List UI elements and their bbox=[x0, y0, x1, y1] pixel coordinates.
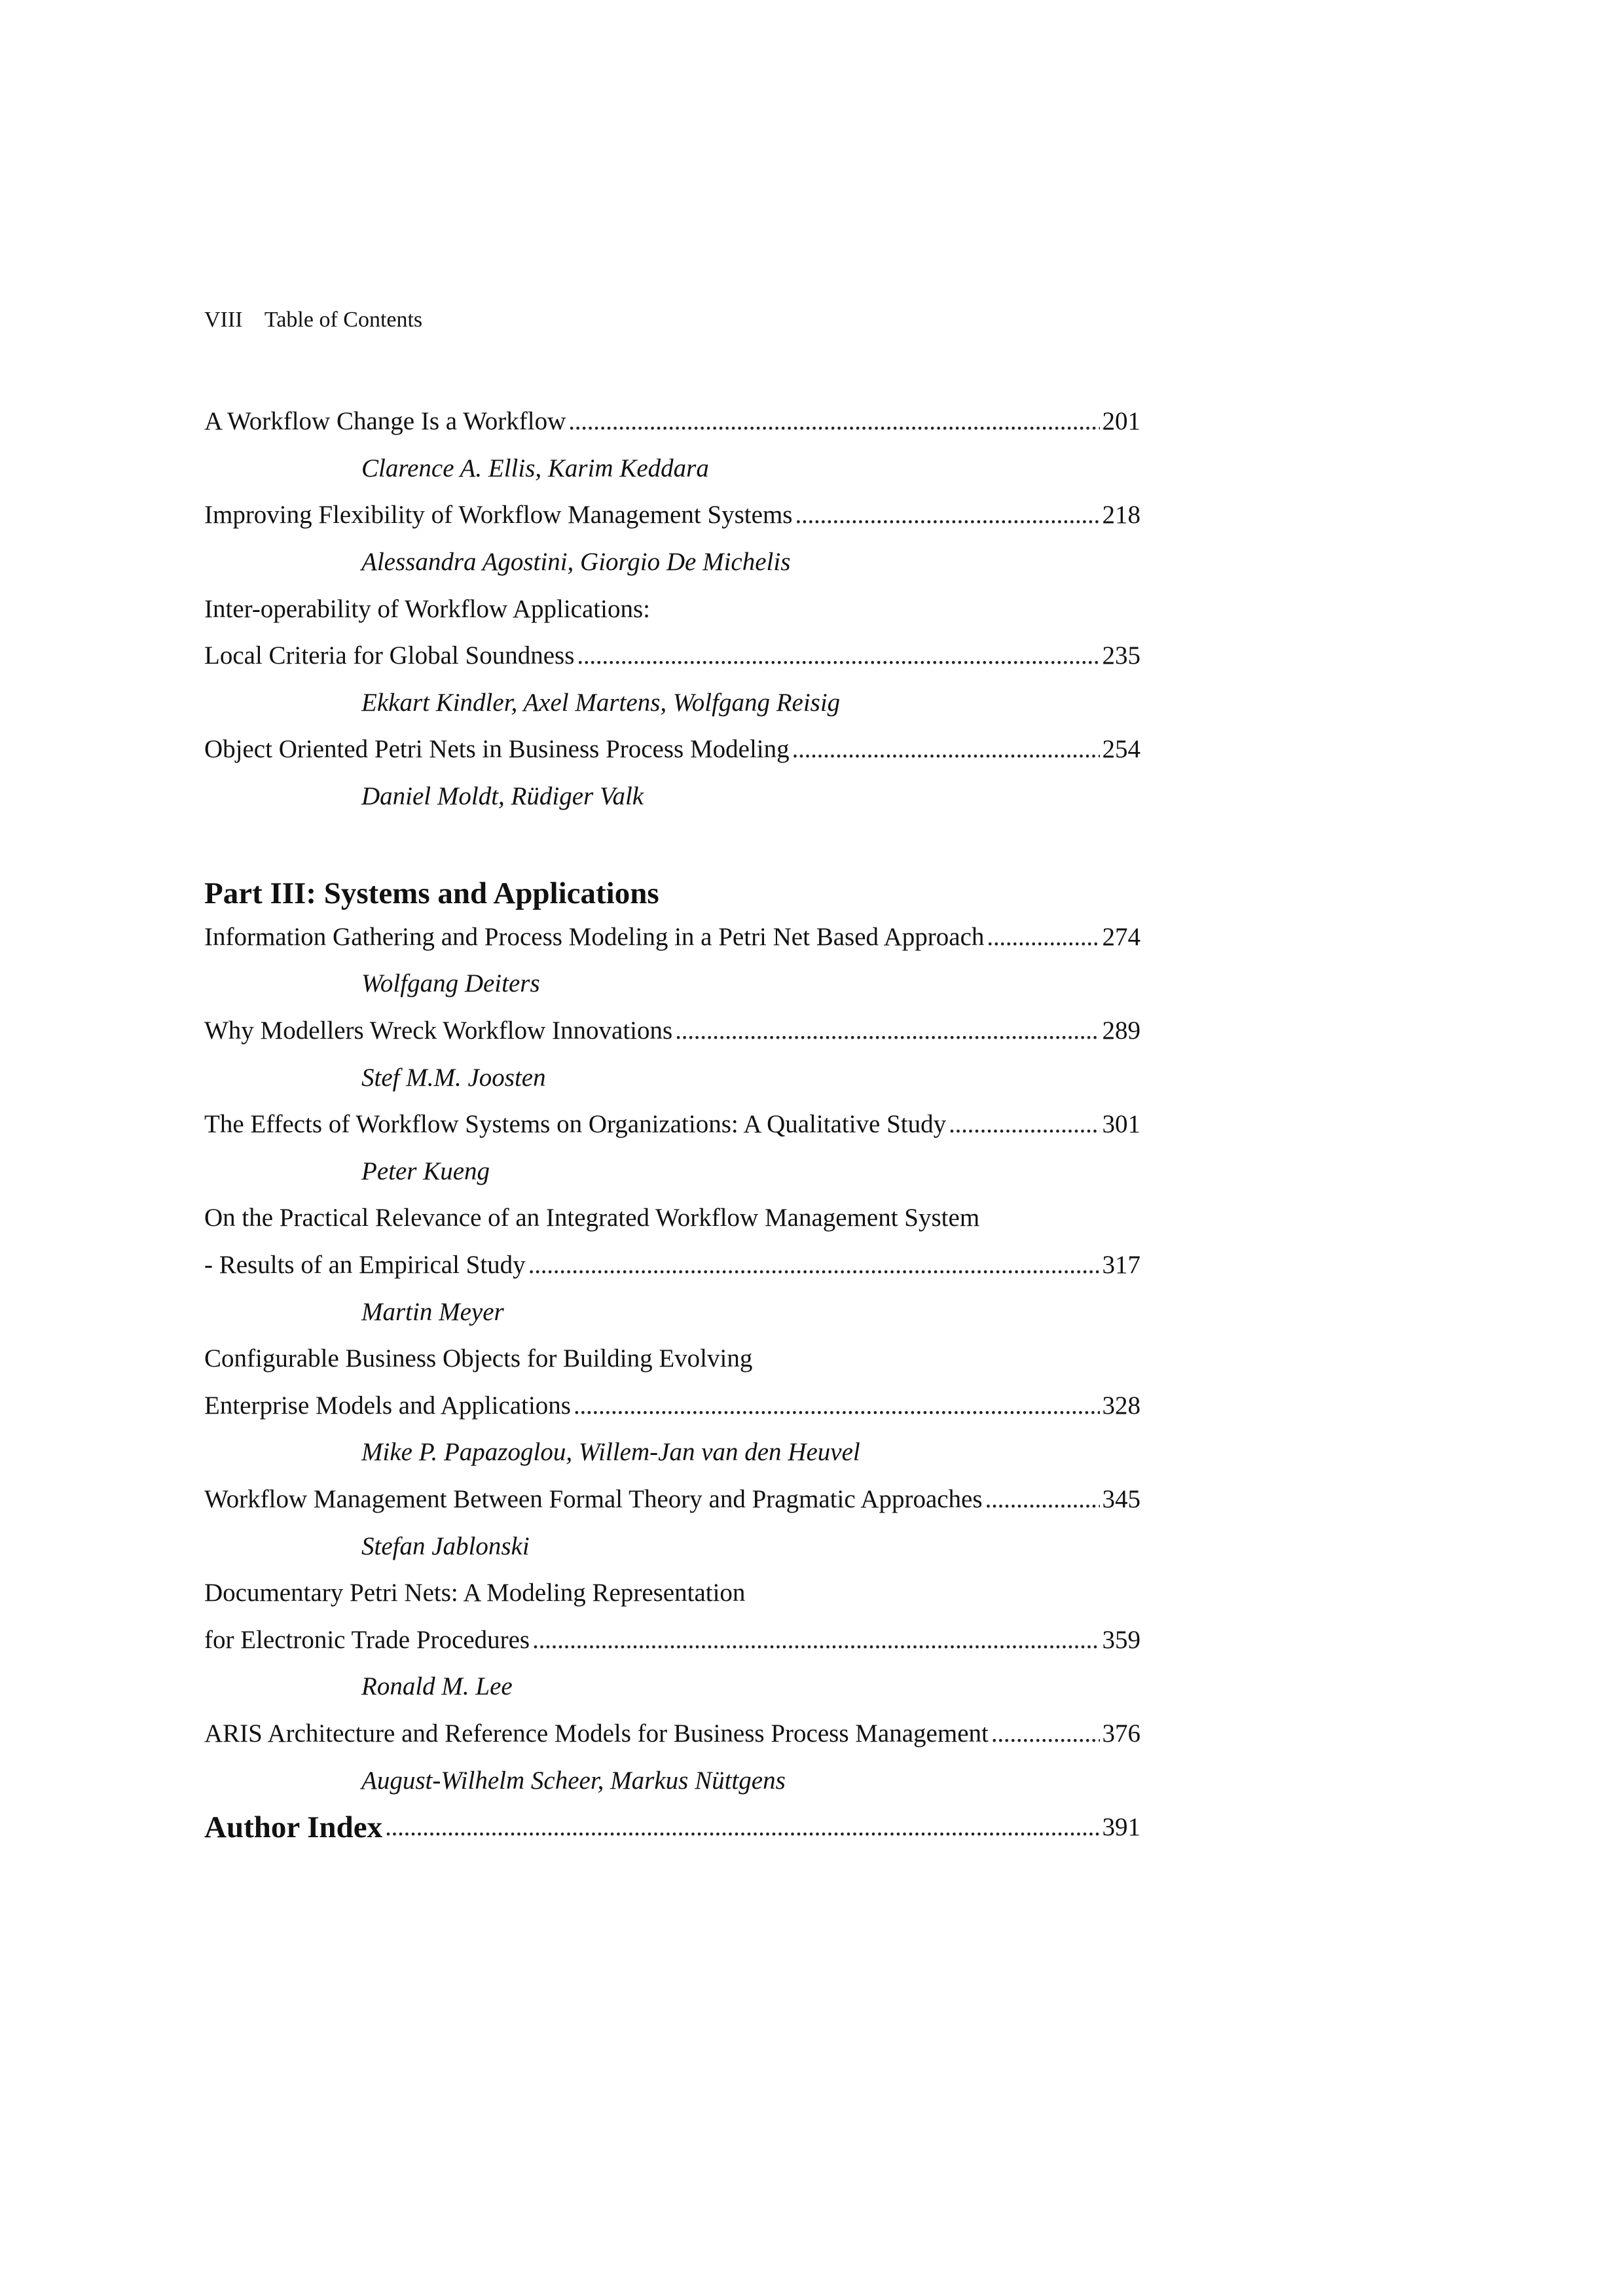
entry-page: 254 bbox=[1102, 735, 1140, 764]
entry-authors: August-Wilhelm Scheer, Markus Nüttgens bbox=[361, 1766, 786, 1795]
leader-dots bbox=[795, 500, 1099, 529]
entry-title: A Workflow Change Is a Workflow bbox=[204, 407, 566, 436]
entry-page: 301 bbox=[1102, 1110, 1140, 1139]
entry-title: Workflow Management Between Formal Theory and Pragmatic Approaches bbox=[204, 1484, 983, 1513]
entry-title-line1: Inter-operability of Workflow Applications: bbox=[204, 594, 650, 623]
leader-dots bbox=[385, 1812, 1099, 1842]
leader-dots bbox=[577, 641, 1099, 670]
author-index-page: 391 bbox=[1102, 1813, 1140, 1842]
leader-dots bbox=[532, 1625, 1099, 1655]
page-number: VIII bbox=[204, 308, 243, 332]
entry-title: Enterprise Models and Applications bbox=[204, 1391, 571, 1420]
entry-title: Information Gathering and Process Modeling in a Petri Net Based Approach bbox=[204, 922, 985, 951]
entry-title: ARIS Architecture and Reference Models for Business Process Management bbox=[204, 1719, 989, 1748]
toc-entry[interactable] bbox=[204, 1007, 1140, 1054]
entry-page: 201 bbox=[1102, 407, 1140, 436]
table-of-contents bbox=[204, 398, 1140, 1850]
entry-authors: Daniel Moldt, Rüdiger Valk bbox=[361, 782, 644, 811]
toc-entry[interactable] bbox=[204, 1476, 1140, 1523]
toc-entry[interactable] bbox=[204, 1382, 1140, 1429]
entry-authors: Wolfgang Deiters bbox=[361, 969, 540, 998]
toc-entry[interactable] bbox=[204, 1616, 1140, 1663]
entry-page: 235 bbox=[1102, 641, 1140, 670]
entry-title-line1: Configurable Business Objects for Building Evolving bbox=[204, 1344, 753, 1373]
entry-title: Improving Flexibility of Workflow Management Systems bbox=[204, 501, 793, 529]
leader-dots bbox=[987, 922, 1099, 952]
entry-title-line1: On the Practical Relevance of an Integrated Workflow Management System bbox=[204, 1204, 980, 1232]
entry-page: 376 bbox=[1102, 1719, 1140, 1748]
entry-authors: Alessandra Agostini, Giorgio De Michelis bbox=[361, 548, 791, 577]
entry-authors: Peter Kueng bbox=[361, 1157, 490, 1185]
entry-title: - Results of an Empirical Study bbox=[204, 1250, 526, 1279]
toc-entry[interactable] bbox=[204, 398, 1140, 445]
toc-entry[interactable] bbox=[204, 1242, 1140, 1289]
running-head bbox=[204, 308, 422, 332]
leader-dots bbox=[574, 1391, 1100, 1420]
leader-dots bbox=[991, 1719, 1100, 1748]
entry-title: The Effects of Workflow Systems on Organizations: A Qualitative Study bbox=[204, 1110, 947, 1139]
leader-dots bbox=[792, 734, 1100, 764]
entry-authors: Ekkart Kindler, Axel Martens, Wolfgang Reisig bbox=[361, 688, 841, 717]
entry-page: 345 bbox=[1102, 1484, 1140, 1513]
entry-title: Local Criteria for Global Soundness bbox=[204, 641, 575, 670]
toc-entry[interactable] bbox=[204, 726, 1140, 773]
leader-dots bbox=[949, 1109, 1099, 1139]
entry-page: 218 bbox=[1102, 501, 1140, 529]
section-spacer bbox=[204, 819, 1140, 867]
leader-dots bbox=[985, 1484, 1100, 1514]
entry-page: 274 bbox=[1102, 922, 1140, 951]
entry-page: 359 bbox=[1102, 1625, 1140, 1654]
entry-title: Object Oriented Petri Nets in Business Process Modeling bbox=[204, 735, 790, 764]
leader-dots bbox=[568, 406, 1099, 436]
entry-authors: Martin Meyer bbox=[361, 1297, 504, 1326]
entry-page: 289 bbox=[1102, 1016, 1140, 1045]
entry-title: Why Modellers Wreck Workflow Innovations bbox=[204, 1016, 673, 1045]
entry-page: 317 bbox=[1102, 1250, 1140, 1279]
author-index-title: Author Index bbox=[204, 1810, 383, 1844]
part-heading: Part III: Systems and Applications bbox=[204, 876, 659, 910]
leader-dots bbox=[675, 1016, 1099, 1045]
toc-entry[interactable] bbox=[204, 1101, 1140, 1148]
entry-authors: Mike P. Papazoglou, Willem-Jan van den Heuvel bbox=[361, 1438, 860, 1467]
running-title: Table of Contents bbox=[264, 308, 423, 332]
entry-page: 328 bbox=[1102, 1391, 1140, 1420]
toc-entry[interactable] bbox=[204, 1710, 1140, 1757]
entry-authors: Stefan Jablonski bbox=[361, 1532, 530, 1560]
toc-entry[interactable] bbox=[204, 632, 1140, 679]
entry-title-line1: Documentary Petri Nets: A Modeling Representation bbox=[204, 1579, 746, 1607]
entry-authors: Stef M.M. Joosten bbox=[361, 1063, 546, 1092]
toc-entry[interactable] bbox=[204, 492, 1140, 539]
entry-authors: Clarence A. Ellis, Karim Keddara bbox=[361, 454, 709, 482]
entry-authors: Ronald M. Lee bbox=[361, 1672, 513, 1701]
leader-dots bbox=[528, 1250, 1100, 1280]
author-index-entry[interactable] bbox=[204, 1804, 1140, 1851]
toc-entry[interactable] bbox=[204, 914, 1140, 961]
entry-title: for Electronic Trade Procedures bbox=[204, 1625, 530, 1654]
